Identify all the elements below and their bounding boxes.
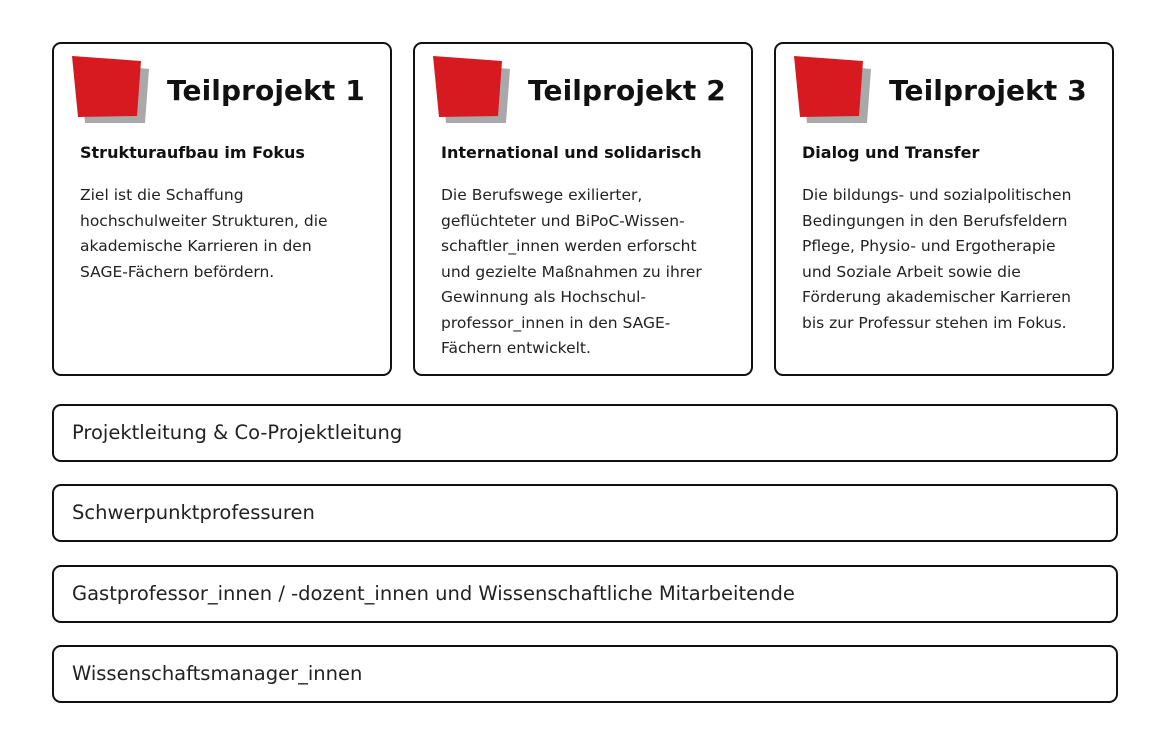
teilprojekt-card xyxy=(413,42,753,376)
description-line: Gewinnung als Hochschul- xyxy=(441,288,647,306)
role-bar-projektleitung xyxy=(52,404,1118,462)
description-line: SAGE-Fächern befördern. xyxy=(80,262,275,281)
role-bar-gastprofessuren xyxy=(52,565,1118,623)
description-line: Die Berufswege exilierter, xyxy=(441,186,643,204)
teilprojekt-card xyxy=(774,42,1114,376)
description-line: professor_innen in den SAGE- xyxy=(441,313,671,332)
role-bar-label: Projektleitung & Co-Projektleitung xyxy=(72,421,403,444)
role-bar-label: Wissenschaftsmanager_innen xyxy=(72,662,363,685)
teilprojekt-card xyxy=(52,42,392,376)
card-subtitle: International und solidarisch xyxy=(441,143,702,162)
description-line: Ziel ist die Schaffung xyxy=(80,186,244,204)
description-line: bis zur Professur stehen im Fokus. xyxy=(802,313,1067,332)
description-line: Die bildungs- und sozialpolitischen xyxy=(802,186,1072,204)
role-bar-label: Gastprofessor_innen / -dozent_innen und Wissenschaftliche Mitarbeitende xyxy=(72,582,795,605)
red-parallelogram-icon xyxy=(431,56,513,124)
description-line: Bedingungen in den Berufsfeldern xyxy=(802,211,1068,230)
red-parallelogram-icon xyxy=(792,56,874,124)
role-bar-schwerpunktprofessuren xyxy=(52,484,1118,542)
description-line: Pflege, Physio- und Ergotherapie xyxy=(802,237,1056,255)
role-bar-wissenschaftsmanagement xyxy=(52,645,1118,703)
card-subtitle: Strukturaufbau im Fokus xyxy=(80,143,305,162)
description-line: schaftler_innen werden erforscht xyxy=(441,237,697,255)
red-parallelogram-icon xyxy=(70,56,152,124)
description-line: Fächern entwickelt. xyxy=(441,339,591,357)
card-description xyxy=(80,183,380,285)
card-title: Teilprojekt 1 xyxy=(167,74,365,107)
description-line: Förderung akademischer Karrieren xyxy=(802,288,1071,306)
description-line: und Soziale Arbeit sowie die xyxy=(802,262,1021,281)
description-line: akademische Karrieren in den xyxy=(80,237,312,255)
card-title: Teilprojekt 2 xyxy=(528,74,726,107)
description-line: hochschulweiter Strukturen, die xyxy=(80,211,328,230)
description-line: und gezielte Maßnahmen zu ihrer xyxy=(441,262,702,281)
card-description xyxy=(441,183,741,362)
card-subtitle: Dialog und Transfer xyxy=(802,143,980,162)
description-line: geflüchteter und BiPoC-Wissen- xyxy=(441,211,685,230)
card-description xyxy=(802,183,1102,336)
card-title: Teilprojekt 3 xyxy=(889,74,1087,107)
role-bar-label: Schwerpunktprofessuren xyxy=(72,501,315,524)
